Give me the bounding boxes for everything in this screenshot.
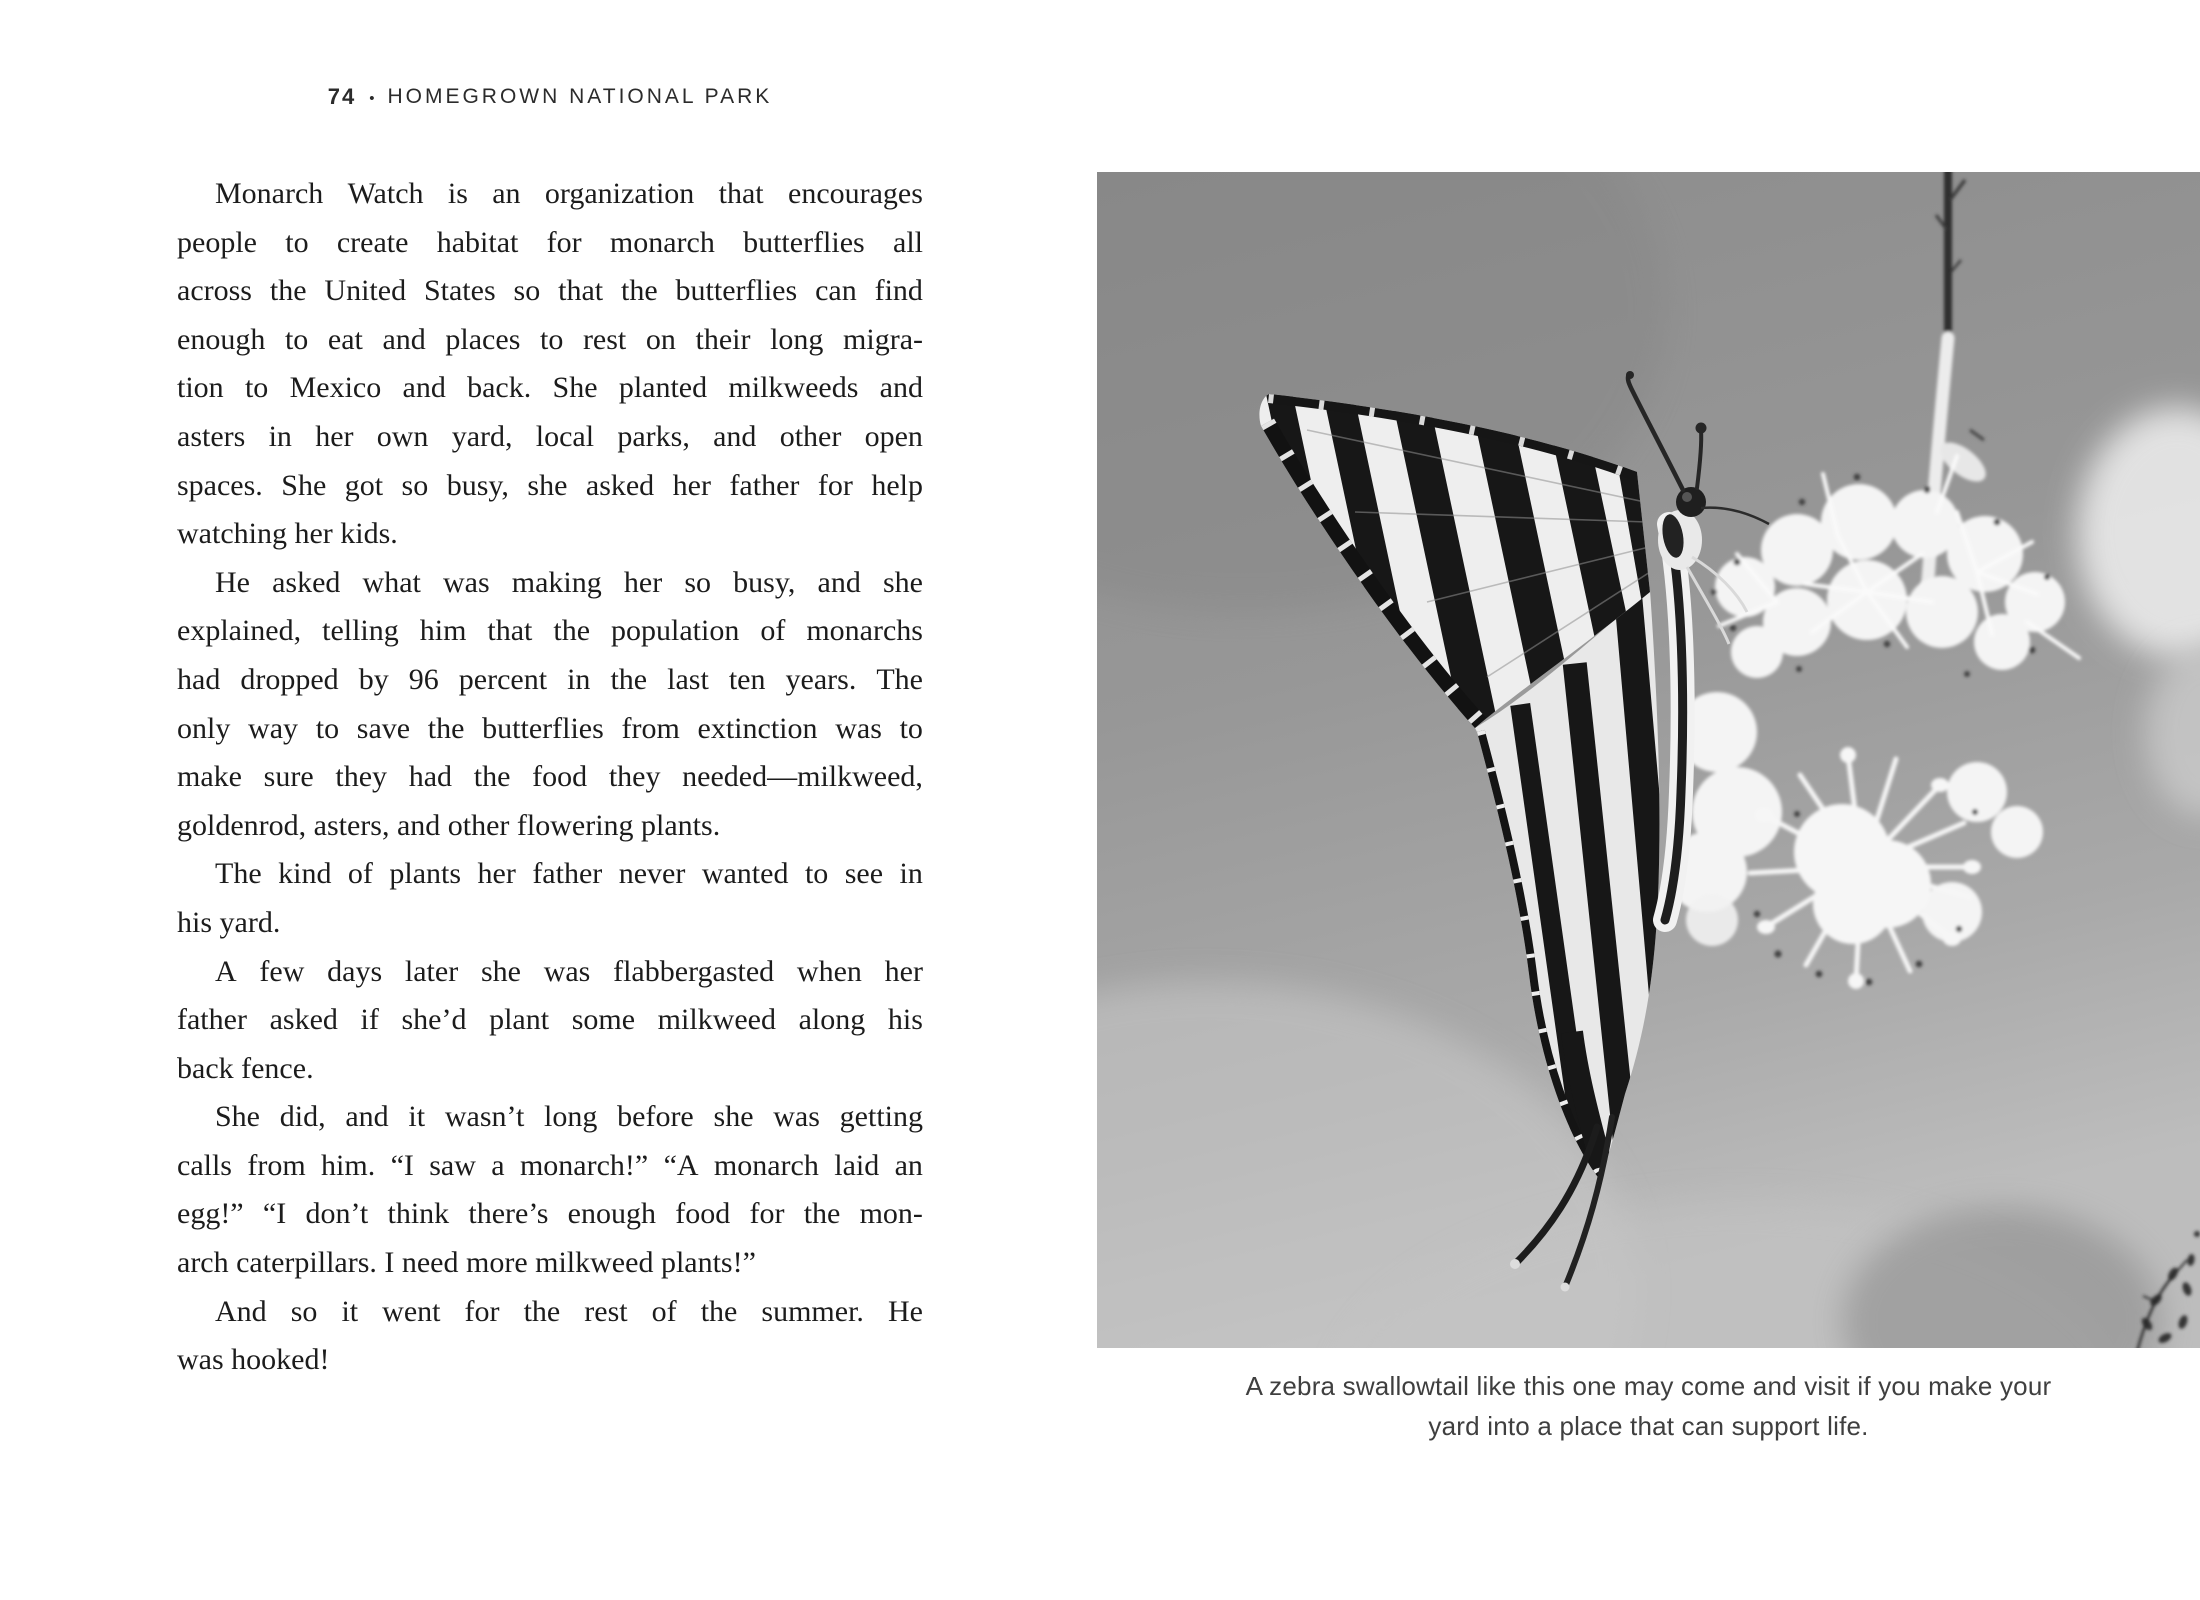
text-line: make sure they had the food they needed—milkweed,	[177, 760, 923, 794]
text-line: watching her kids.	[177, 517, 398, 551]
body-text	[177, 170, 923, 1385]
paragraph	[177, 1288, 923, 1385]
text-line: goldenrod, asters, and other flowering plants.	[177, 808, 721, 842]
text-line: was hooked!	[177, 1343, 330, 1377]
paragraph	[177, 948, 923, 1094]
text-line: back fence.	[177, 1051, 314, 1085]
text-line: He asked what was making her so busy, and she	[215, 565, 923, 599]
paragraph	[177, 1093, 923, 1287]
text-line: arch caterpillars. I need more milkweed plants!”	[177, 1246, 756, 1280]
butterfly-head	[1676, 487, 1706, 517]
text-line: egg!” “I don’t think there’s enough food for the mon-	[177, 1197, 923, 1231]
caption-line: yard into a place that can support life.	[1428, 1411, 1869, 1441]
text-line: calls from him. “I saw a monarch!” “A monarch laid an	[177, 1148, 923, 1182]
paragraph	[177, 850, 923, 947]
text-line: people to create habitat for monarch butterflies all	[177, 225, 923, 259]
text-line: explained, telling him that the population of monarchs	[177, 614, 923, 648]
text-line: only way to save the butterflies from extinction was to	[177, 711, 923, 745]
book-title: HOMEGROWN NATIONAL PARK	[387, 85, 773, 108]
text-line: tion to Mexico and back. She planted milkweeds and	[177, 371, 923, 405]
text-line: spaces. She got so busy, she asked her father for help	[177, 468, 923, 502]
running-header	[177, 84, 923, 110]
text-line: asters in her own yard, local parks, and other open	[177, 419, 923, 453]
butterfly-photo	[1097, 172, 2200, 1348]
text-line: Monarch Watch is an organization that encourages	[215, 177, 923, 210]
text-line: enough to eat and places to rest on their long migra-	[177, 322, 923, 356]
text-line: had dropped by 96 percent in the last ten years. The	[177, 662, 923, 696]
caption-line: A zebra swallowtail like this one may come and visit if you make your	[1245, 1371, 2052, 1401]
paragraph	[177, 559, 923, 851]
text-line: The kind of plants her father never wanted to see in	[215, 857, 923, 891]
paragraph	[177, 170, 923, 559]
text-line: across the United States so that the butterflies can find	[177, 274, 923, 308]
text-line: his yard.	[177, 905, 281, 939]
text-line: She did, and it wasn’t long before she was getting	[215, 1100, 923, 1134]
text-line: And so it went for the rest of the summer. He	[215, 1294, 923, 1328]
page-number: 74	[327, 84, 357, 109]
separator-dot: •	[369, 89, 375, 107]
photo-caption	[1097, 1366, 2200, 1446]
text-line: A few days later she was flabbergasted when her	[215, 954, 923, 988]
text-line: father asked if she’d plant some milkweed along his	[177, 1003, 923, 1037]
